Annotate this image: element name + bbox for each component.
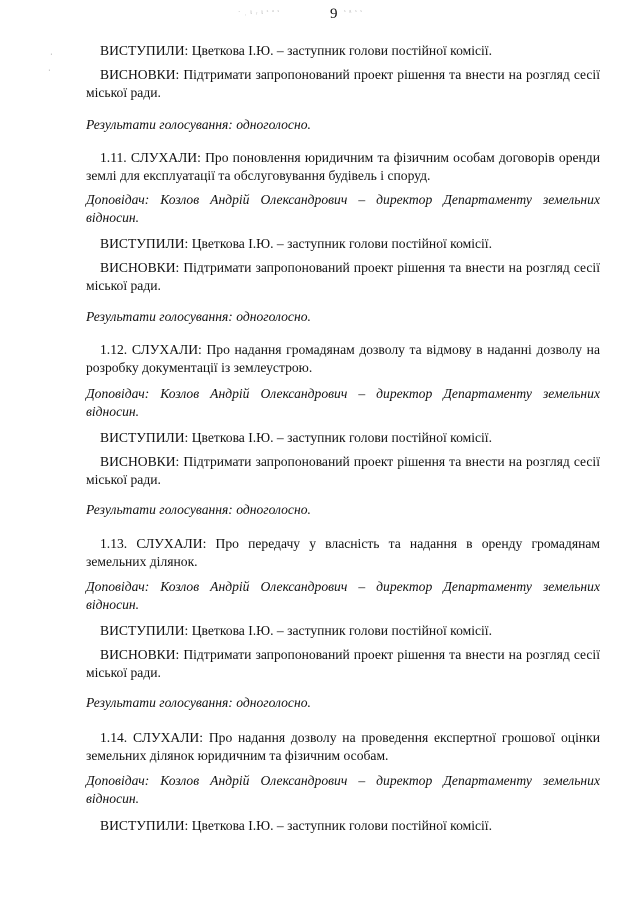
vote-result bbox=[86, 308, 600, 326]
conclusions-paragraph bbox=[86, 453, 600, 488]
heard-text: Про поновлення юридичним та фізичним особам договорів оренди землі для експлуатації та обслуговування будівель і споруд. bbox=[86, 150, 600, 183]
heard-label: СЛУХАЛИ: bbox=[133, 730, 204, 745]
reporter-paragraph bbox=[86, 385, 600, 420]
reporter-paragraph bbox=[86, 191, 600, 226]
speakers-label: ВИСТУПИЛИ: bbox=[100, 818, 189, 833]
heard-label: СЛУХАЛИ: bbox=[130, 150, 201, 165]
conclusions-paragraph bbox=[86, 66, 600, 101]
speakers-label: ВИСТУПИЛИ: bbox=[100, 43, 189, 58]
speakers-label: ВИСТУПИЛИ: bbox=[100, 430, 189, 445]
margin-mark: ⋅ bbox=[48, 66, 51, 75]
speakers-text: Цветкова І.Ю. – заступник голови постійної комісії. bbox=[188, 430, 492, 445]
conclusions-label: ВИСНОВКИ: bbox=[100, 67, 180, 82]
reporter-text: Доповідач: Козлов Андрій Олександрович – директор Департаменту земельних відносин. bbox=[86, 773, 600, 806]
heard-paragraph-1-11 bbox=[86, 149, 600, 184]
reporter-text: Доповідач: Козлов Андрій Олександрович – директор Департаменту земельних відносин. bbox=[86, 386, 600, 419]
speakers-label: ВИСТУПИЛИ: bbox=[100, 623, 189, 638]
item-number: 1.14. bbox=[100, 730, 128, 745]
conclusions-label: ВИСНОВКИ: bbox=[100, 647, 180, 662]
scan-noise-right: ˢ ᵍ ˢ ˢ bbox=[344, 8, 363, 16]
heard-label: СЛУХАЛИ: bbox=[131, 342, 202, 357]
speakers-paragraph bbox=[86, 429, 600, 447]
vote-result bbox=[86, 694, 600, 712]
conclusions-paragraph bbox=[86, 646, 600, 681]
reporter-paragraph bbox=[86, 772, 600, 807]
heard-text: Про надання громадянам дозволу та відмову в наданні дозволу на розробку документації із землеустрою. bbox=[86, 342, 600, 375]
conclusions-paragraph bbox=[86, 259, 600, 294]
reporter-text: Доповідач: Козлов Андрій Олександрович – директор Департаменту земельних відносин. bbox=[86, 579, 600, 612]
item-number: 1.13. bbox=[100, 536, 128, 551]
vote-result-text: Результати голосування: одноголосно. bbox=[86, 309, 311, 324]
margin-mark: ⋅ bbox=[50, 50, 53, 59]
speakers-text: Цветкова І.Ю. – заступник голови постійної комісії. bbox=[188, 43, 492, 58]
vote-result bbox=[86, 116, 600, 134]
heard-paragraph-1-12 bbox=[86, 341, 600, 376]
reporter-text: Доповідач: Козлов Андрій Олександрович – директор Департаменту земельних відносин. bbox=[86, 192, 600, 225]
conclusions-label: ВИСНОВКИ: bbox=[100, 454, 180, 469]
speakers-text: Цветкова І.Ю. – заступник голови постійної комісії. bbox=[188, 623, 492, 638]
heard-paragraph-1-13 bbox=[86, 535, 600, 570]
conclusions-label: ВИСНОВКИ: bbox=[100, 260, 180, 275]
vote-result bbox=[86, 501, 600, 519]
speakers-paragraph bbox=[86, 817, 600, 835]
heard-label: СЛУХАЛИ: bbox=[136, 536, 207, 551]
vote-result-text: Результати голосування: одноголосно. bbox=[86, 502, 311, 517]
item-number: 1.11. bbox=[100, 150, 127, 165]
item-number: 1.12. bbox=[100, 342, 128, 357]
page-number: 9 bbox=[330, 6, 338, 22]
heard-text: Про надання дозволу на проведення експертної грошової оцінки земельних ділянок юридичним та фізичним особам. bbox=[86, 730, 600, 763]
speakers-label: ВИСТУПИЛИ: bbox=[100, 236, 189, 251]
scan-noise-left: · ˌ ι ᵣ ι ˢ ᵃ ˢ bbox=[238, 8, 281, 16]
vote-result-text: Результати голосування: одноголосно. bbox=[86, 117, 311, 132]
conclusions-text: Підтримати запропонований проект рішення та внести на розгляд сесії міської ради. bbox=[86, 260, 600, 293]
reporter-paragraph bbox=[86, 578, 600, 613]
vote-result-text: Результати голосування: одноголосно. bbox=[86, 695, 311, 710]
conclusions-text: Підтримати запропонований проект рішення та внести на розгляд сесії міської ради. bbox=[86, 647, 600, 680]
speakers-paragraph bbox=[86, 235, 600, 253]
heard-text: Про передачу у власність та надання в оренду громадянам земельних ділянок. bbox=[86, 536, 600, 569]
speakers-paragraph bbox=[86, 42, 600, 60]
speakers-text: Цветкова І.Ю. – заступник голови постійної комісії. bbox=[188, 236, 492, 251]
speakers-paragraph bbox=[86, 622, 600, 640]
conclusions-text: Підтримати запропонований проект рішення та внести на розгляд сесії міської ради. bbox=[86, 454, 600, 487]
speakers-text: Цветкова І.Ю. – заступник голови постійної комісії. bbox=[188, 818, 492, 833]
heard-paragraph-1-14 bbox=[86, 729, 600, 764]
conclusions-text: Підтримати запропонований проект рішення та внести на розгляд сесії міської ради. bbox=[86, 67, 600, 100]
